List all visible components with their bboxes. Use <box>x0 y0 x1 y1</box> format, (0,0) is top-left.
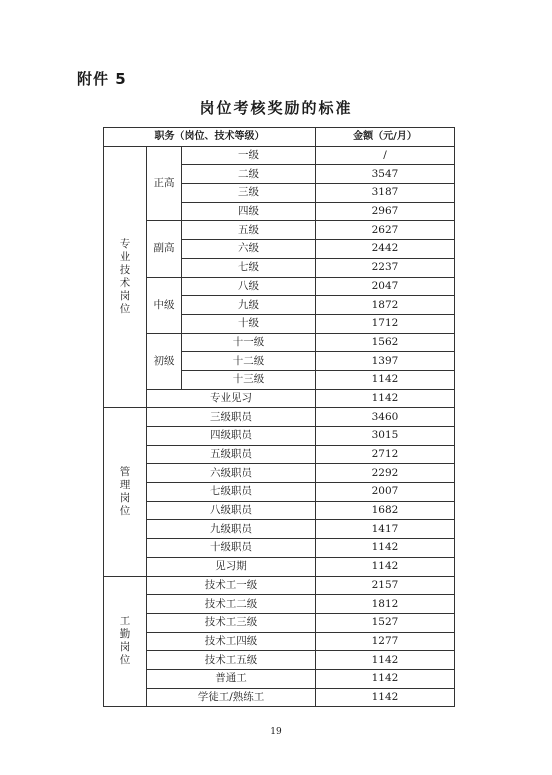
category-professional: 专 业 技 术 岗 位 <box>104 146 147 408</box>
reward-table-wrapper <box>103 127 454 707</box>
table-row <box>104 520 455 539</box>
amount-cell: 1562 <box>316 333 455 352</box>
amount-cell: 1142 <box>316 557 455 576</box>
amount-cell: 2157 <box>316 576 455 595</box>
level-cell: 三级 <box>182 184 316 203</box>
attachment-label: 附件 5 <box>77 70 127 88</box>
level-cell: 技术工四级 <box>147 632 316 651</box>
table-row <box>104 333 455 352</box>
amount-cell: 2442 <box>316 240 455 259</box>
amount-cell: 3460 <box>316 408 455 427</box>
reward-standard-table <box>103 127 455 707</box>
group-intermediate: 中级 <box>147 277 182 333</box>
amount-cell: 3547 <box>316 165 455 184</box>
header-amount: 金额（元/月） <box>316 128 455 147</box>
table-row <box>104 146 455 165</box>
level-cell: 三级职员 <box>147 408 316 427</box>
table-row <box>104 557 455 576</box>
amount-cell: 1812 <box>316 595 455 614</box>
amount-cell: 2047 <box>316 277 455 296</box>
level-cell: 一级 <box>182 146 316 165</box>
table-row <box>104 669 455 688</box>
table-row <box>104 688 455 707</box>
group-senior: 正高 <box>147 146 182 221</box>
amount-cell: 1682 <box>316 501 455 520</box>
group-associate-senior: 副高 <box>147 221 182 277</box>
amount-cell: 1527 <box>316 613 455 632</box>
level-cell: 七级 <box>182 258 316 277</box>
amount-cell: 1142 <box>316 669 455 688</box>
level-cell: 十级职员 <box>147 539 316 558</box>
level-cell: 十一级 <box>182 333 316 352</box>
table-row <box>104 501 455 520</box>
table-row <box>104 576 455 595</box>
level-cell: 十二级 <box>182 352 316 371</box>
amount-cell: 1872 <box>316 296 455 315</box>
table-row <box>104 539 455 558</box>
table-row <box>104 389 455 408</box>
level-cell: 技术工三级 <box>147 613 316 632</box>
table-row <box>104 613 455 632</box>
amount-cell: 1142 <box>316 651 455 670</box>
level-cell: 技术工二级 <box>147 595 316 614</box>
amount-cell: 1142 <box>316 688 455 707</box>
document-title: 岗位考核奖励的标准 <box>199 99 353 117</box>
table-row <box>104 632 455 651</box>
level-cell: 九级 <box>182 296 316 315</box>
level-cell: 见习期 <box>147 557 316 576</box>
level-cell: 八级职员 <box>147 501 316 520</box>
amount-cell: 3015 <box>316 427 455 446</box>
amount-cell: 1712 <box>316 314 455 333</box>
table-row <box>104 595 455 614</box>
table-row <box>104 408 455 427</box>
level-cell: 六级 <box>182 240 316 259</box>
table-row <box>104 651 455 670</box>
table-header-row <box>104 128 455 147</box>
table-row <box>104 277 455 296</box>
page-number: 19 <box>270 727 282 737</box>
amount-cell: 1142 <box>316 370 455 389</box>
header-position: 职务（岗位、技术等级） <box>104 128 316 147</box>
table-row <box>104 464 455 483</box>
amount-cell: 3187 <box>316 184 455 203</box>
level-cell: 二级 <box>182 165 316 184</box>
amount-cell: 2007 <box>316 483 455 502</box>
category-worker: 工 勤 岗 位 <box>104 576 147 707</box>
amount-cell: 1142 <box>316 389 455 408</box>
amount-cell: 1142 <box>316 539 455 558</box>
level-cell: 普通工 <box>147 669 316 688</box>
category-management: 管 理 岗 位 <box>104 408 147 576</box>
level-cell: 技术工五级 <box>147 651 316 670</box>
table-row <box>104 445 455 464</box>
amount-cell: 2967 <box>316 202 455 221</box>
amount-cell: 1397 <box>316 352 455 371</box>
amount-cell: / <box>316 146 455 165</box>
level-cell: 四级职员 <box>147 427 316 446</box>
amount-cell: 1417 <box>316 520 455 539</box>
level-cell: 六级职员 <box>147 464 316 483</box>
level-cell: 技术工一级 <box>147 576 316 595</box>
level-cell: 五级 <box>182 221 316 240</box>
table-row <box>104 221 455 240</box>
level-cell-intern: 专业见习 <box>147 389 316 408</box>
table-row <box>104 483 455 502</box>
level-cell: 八级 <box>182 277 316 296</box>
amount-cell: 1277 <box>316 632 455 651</box>
group-junior: 初级 <box>147 333 182 389</box>
level-cell: 九级职员 <box>147 520 316 539</box>
amount-cell: 2292 <box>316 464 455 483</box>
amount-cell: 2712 <box>316 445 455 464</box>
level-cell: 四级 <box>182 202 316 221</box>
amount-cell: 2237 <box>316 258 455 277</box>
amount-cell: 2627 <box>316 221 455 240</box>
level-cell: 七级职员 <box>147 483 316 502</box>
level-cell: 学徒工/熟练工 <box>147 688 316 707</box>
table-row <box>104 427 455 446</box>
level-cell: 十三级 <box>182 370 316 389</box>
level-cell: 十级 <box>182 314 316 333</box>
level-cell: 五级职员 <box>147 445 316 464</box>
